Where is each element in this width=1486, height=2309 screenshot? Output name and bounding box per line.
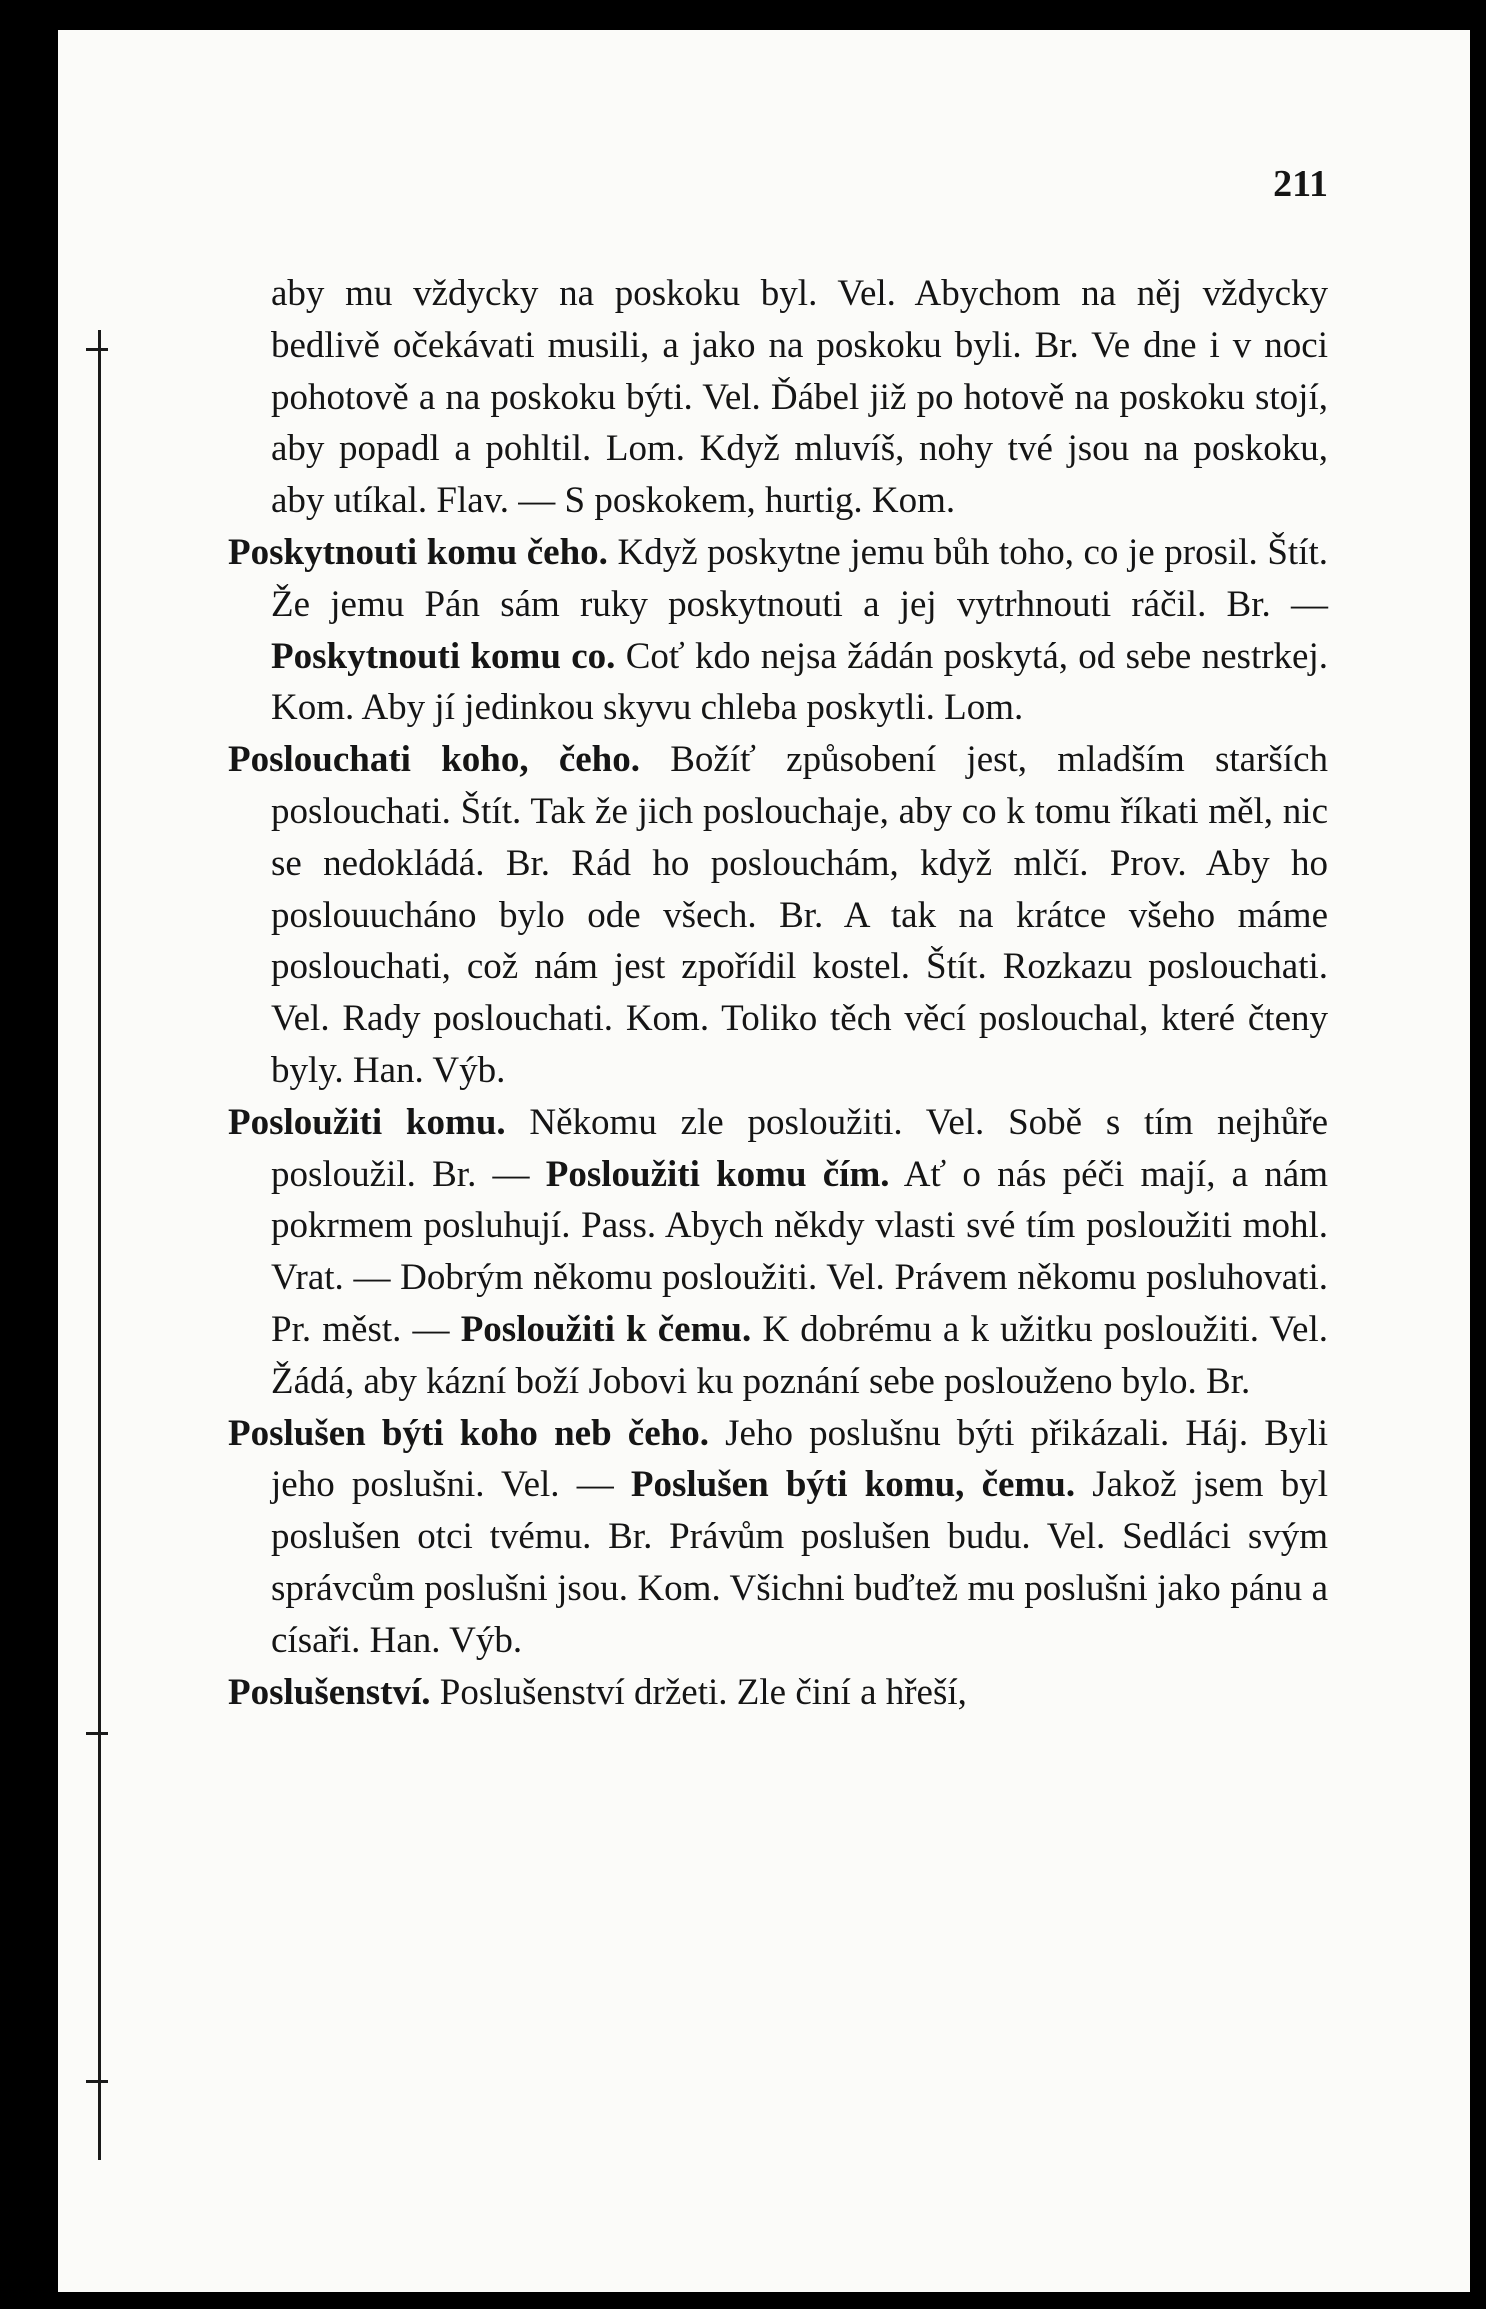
entry-continuation bbox=[228, 268, 1328, 527]
entry-poskytnouti bbox=[228, 527, 1328, 734]
entry-text: aby mu vždycky na poskoku byl. Vel. Abychom na něj vždycky bedlivě očekávati musili, a jako na poskoku byli. Br. Ve dne i v noci pohotově a na poskoku býti. Vel. Ďábel již po hotově na poskoku stojí, aby popadl a pohltil. Lom. Když mluvíš, nohy tvé jsou na poskoku, aby utíkal. Flav. — S poskokem, hurtig. Kom. bbox=[271, 273, 1328, 522]
sub-headword: Poskytnouti komu co. bbox=[271, 635, 616, 677]
entry-text: K dobrému a k užitku posloužiti. Vel. Žádá, aby kázní boží Jobovi ku poznání sebe poslouženo bylo. Br. bbox=[271, 1308, 1328, 1402]
headword: Posloužiti komu. bbox=[228, 1101, 506, 1143]
sub-headword: Poslušen býti komu, čemu. bbox=[630, 1464, 1076, 1506]
entry-text: Jakož jsem byl poslušen otci tvému. Br. Právům poslušen budu. Vel. Sedláci svým správcům poslušni jsou. Kom. Všichni buďtež mu poslušni jako pánu a císaři. Han. Výb. bbox=[271, 1464, 1328, 1661]
binding-mark bbox=[86, 2080, 108, 2083]
sub-headword: Posloužiti komu čím. bbox=[545, 1153, 890, 1195]
headword: Poslušenství. bbox=[228, 1671, 431, 1713]
headword: Poskytnouti komu čeho. bbox=[228, 531, 608, 573]
entry-posloužiti bbox=[228, 1097, 1328, 1408]
entry-text: Poslušenství držeti. Zle činí a hřeší, bbox=[430, 1671, 967, 1713]
sub-headword: Posloužiti k čemu. bbox=[460, 1308, 752, 1350]
entry-text: Božíť způsobení jest, mladším starších poslouchati. Štít. Tak že jich poslouchaje, aby co k tomu říkati měl, nic se nedokládá. Br. Rád ho poslouchám, když mlčí. Prov. Aby ho poslouucháno bylo ode všech. Br. A tak na krátce všeho máme poslouchati, což nám jest zpořídil kostel. Štít. Rozkazu poslouchati. Vel. Rady poslouchati. Kom. Toliko těch věcí poslouchal, které čteny byly. Han. Výb. bbox=[271, 739, 1328, 1091]
entry-text: Když poskytne jemu bůh toho, co je prosil. Štít. Že jemu Pán sám ruky poskytnouti a jej vytrhnouti ráčil. Br. — bbox=[271, 531, 1328, 625]
dictionary-text bbox=[228, 268, 1328, 1718]
entry-poslušen bbox=[228, 1408, 1328, 1667]
book-page bbox=[58, 30, 1470, 2292]
headword: Poslušen býti koho neb čeho. bbox=[228, 1412, 709, 1454]
entry-text: Jeho poslušnu býti přikázali. Háj. Byli jeho poslušni. Vel. — bbox=[271, 1412, 1328, 1506]
binding-mark bbox=[86, 1732, 108, 1735]
binding-edge bbox=[98, 330, 101, 2160]
binding-mark bbox=[86, 348, 108, 351]
page-number: 211 bbox=[1273, 163, 1328, 205]
entry-text: Někomu zle posloužiti. Vel. Sobě s tím nejhůře posloužil. Br. — bbox=[271, 1101, 1329, 1195]
entry-poslouchati bbox=[228, 734, 1328, 1097]
entry-poslušenství bbox=[228, 1667, 1328, 1719]
headword: Poslouchati koho, čeho. bbox=[228, 739, 641, 781]
entry-text: Ať o nás péči mají, a nám pokrmem posluhují. Pass. Abych někdy vlasti své tím posloužiti mohl. Vrat. — Dobrým někomu posloužiti. Vel. Právem někomu posluhovati. Pr. měst. — bbox=[271, 1153, 1328, 1350]
entry-text: Coť kdo nejsa žádán poskytá, od sebe nestrkej. Kom. Aby jí jedinkou skyvu chleba poskytli. Lom. bbox=[271, 635, 1329, 729]
